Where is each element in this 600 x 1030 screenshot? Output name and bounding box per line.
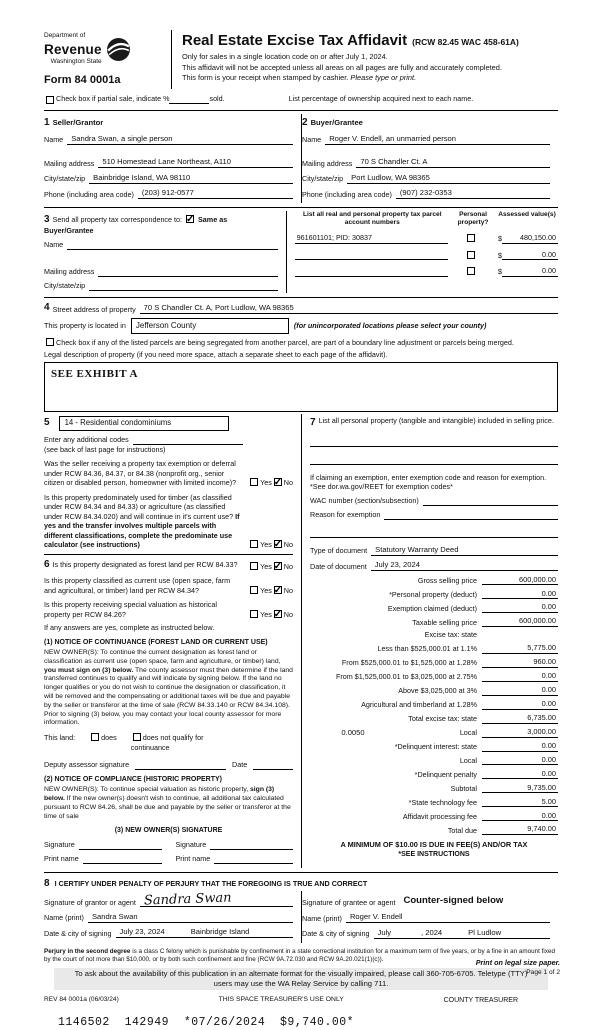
grantee-date-city-input[interactable]: July , 2024 Pl Ludlow bbox=[374, 928, 550, 939]
agency-dept: Department of bbox=[44, 32, 86, 39]
grantor-signature-input[interactable] bbox=[140, 890, 293, 909]
accessibility-notice: To ask about the availability of this publication in an alternate format for the visually impaired, please call 360-705-6705. Teletype (TTY) users may use the WA Relay Service by calling 711. bbox=[54, 968, 548, 990]
personal-property-input[interactable] bbox=[310, 438, 558, 447]
perjury-notice: Perjury in the second degree is a class C felony which is punishable by confinement in a state correctional institution for a maximum term of five years, or by a fine in an amount fixed by the court of not more than $10,000, or by both such confinement and fine (RCW 9A.72.030 and RCW 9A.20.021(1)(c)). bbox=[44, 947, 555, 963]
divider bbox=[44, 872, 558, 873]
section7: 7 List all personal property (tangible and intangible) included in selling price. If claiming an exemption, enter exemption code and reason for exemption. *See dor.wa.gov/REET for exemption codes* WAC number (section/subsection) Reason for exemption bbox=[310, 416, 558, 538]
exhibit-text: SEE EXHIBIT A bbox=[51, 367, 139, 380]
legal-description-label: Legal description of property (if you need more space, attach a separate sheet to each page of the affidavit). bbox=[44, 350, 388, 360]
delinquent-interest-state[interactable]: 0.00 bbox=[482, 741, 558, 752]
tax-row: Less than $525,000.01 at 1.1% 5,775.00 bbox=[377, 643, 556, 654]
parcel-number-input[interactable]: 961601101; PID: 30837 bbox=[295, 233, 448, 244]
tax-row: Agricultural and timberland at 1.28% 0.00 bbox=[361, 698, 556, 710]
section-number: 6 bbox=[44, 558, 50, 570]
tax-row: From $525,000.01 to $1,525,000 at 1.28% 960.00 bbox=[341, 657, 556, 668]
exemption-reason-input[interactable] bbox=[310, 529, 558, 538]
grantee-signature-input[interactable]: Counter-signed below bbox=[403, 895, 504, 907]
additional-codes-input[interactable] bbox=[133, 436, 243, 445]
tax-row: Excise tax: state bbox=[424, 630, 477, 640]
personal-property-checkbox[interactable] bbox=[467, 267, 475, 275]
section-number: 1 bbox=[44, 116, 50, 128]
certify-statement: I CERTIFY UNDER PENALTY OF PERJURY THAT THE FOREGOING IS TRUE AND CORRECT bbox=[54, 878, 368, 888]
agency-name: Revenue bbox=[44, 41, 102, 57]
seller-section: 1 Seller/Grantor Name Sandra Swan, a single person Mailing address 510 Homestead Lane Northeast, A110 City/state/zip Bainbridge Island, WA 98110 Phone (including area code) (203) 912-0577 bbox=[44, 114, 301, 203]
seller-citystatezip-input[interactable]: Bainbridge Island, WA 98110 bbox=[89, 173, 293, 184]
divider bbox=[44, 110, 558, 111]
compliance-text: NEW OWNER(S): To continue special valuation as historic property, sign (3) below. If the new owner(s) doesn't wish to continue, all additional tax calculated pursuant to RCW 84.26, shall be due and payable by the seller or transferor at the time of sale bbox=[44, 786, 291, 820]
parcel-number-input[interactable] bbox=[295, 251, 448, 260]
dor-logo bbox=[44, 32, 163, 67]
total-due[interactable]: 9,740.00 bbox=[482, 824, 558, 835]
tax-computation: Type of document Statutory Warranty Deed Date of document July 23, 2024 Gross selling price 600,000.00 *Personal property (deduct) 0.00 Exemption claimed (deduct) 0.00 Taxable selling price 600,000.00 Excise tax: state Less than $525,000.01 at 1.1% 5,775.00 From $525,000.01 to $1,525,000 at 1.28% 960.00 From $1,525,000.01 to $3,025,000 at 2.75% 0.00 Above $3,025,000 at 3% 0.00 Agricultural and timberland at 1.28% 0.00 Total excise tax: state 6,735.00 0.0050 Local 3,000.00 *Delinquent interest: state 0.00 Local 0.00 *Delinquent penalty 0.00 Subtotal 9,735.00 *State technology fee 5.00 Affidavit processing fee 0.00 Total due 9,740.00 A MINIMUM OF $10.00 IS DUE IN FEE(S) AND/OR TAX *SEE INSTRUCTIONS bbox=[310, 544, 556, 858]
section8 bbox=[44, 877, 558, 890]
divider bbox=[44, 554, 293, 555]
seller-name-input[interactable]: Sandra Swan, a single person bbox=[67, 134, 293, 145]
agency-block bbox=[44, 30, 172, 89]
tax-row: From $1,525,000.01 to $3,025,000 at 2.75% 0.00 bbox=[335, 670, 556, 682]
form-number: Form 84 0001a bbox=[44, 73, 121, 86]
seller-title: Seller/Grantor bbox=[52, 117, 104, 127]
segregated-checkbox[interactable] bbox=[46, 338, 54, 346]
correspondence-name-input[interactable] bbox=[67, 241, 277, 250]
exemption-claimed-deduct[interactable]: 0.00 bbox=[482, 602, 558, 613]
buyer-mailing-input[interactable]: 70 S Chandler Ct. A bbox=[356, 157, 550, 168]
delinquent-penalty[interactable]: 0.00 bbox=[482, 769, 558, 780]
same-as-buyer-checkbox[interactable] bbox=[186, 215, 194, 223]
additional-codes-note: (see back of last page for instructions) bbox=[44, 444, 166, 454]
total-excise-state[interactable]: 6,735.00 bbox=[482, 713, 558, 724]
subtotal[interactable]: 9,735.00 bbox=[482, 783, 558, 794]
tier4-tax[interactable]: 0.00 bbox=[482, 685, 558, 696]
personal-property-checkbox[interactable] bbox=[467, 251, 475, 259]
assessed-value-input[interactable]: 480,150.00 bbox=[502, 233, 558, 244]
land-qualify-row: This land: does does not qualify for continuance bbox=[44, 733, 204, 752]
grantor-date-city-input[interactable]: July 23, 2024 Bainbridge Island bbox=[116, 927, 293, 938]
forest-yes-checkbox[interactable] bbox=[250, 562, 258, 570]
segregated-label: Check box if any of the listed parcels are being segregated from another parcel, are part of a boundary line adjustment or parcels being merged. bbox=[56, 337, 514, 347]
section3: 3 Send all property tax correspondence to: ✓ Same as Buyer/Grantee Name Mailing address City/state/zip List all real and personal property tax parcel account numbers Personal property? Assessed value(s) 961601101; PID: 30837 $ 480,150.00 $ 0.00 $ 0.00 bbox=[44, 211, 558, 293]
tier2-tax[interactable]: 960.00 bbox=[482, 657, 558, 668]
assessed-value-input[interactable]: 0.00 bbox=[502, 250, 558, 261]
q2-yes-checkbox[interactable] bbox=[250, 540, 258, 548]
section-number: 5 bbox=[44, 417, 50, 429]
forest-no-checkbox[interactable] bbox=[274, 562, 282, 570]
header-note-2: This affidavit will not be accepted unless all areas on all pages are fully and accurately completed. bbox=[182, 62, 502, 72]
q1-yes-checkbox[interactable] bbox=[250, 478, 258, 486]
section-number: 8 bbox=[44, 877, 50, 889]
form-title: Real Estate Excise Tax Affidavit bbox=[182, 32, 408, 49]
parcel-row: $ 0.00 bbox=[295, 250, 558, 261]
grantee-signature-block: Signature of grantee or agent Counter-signed below Name (print) Roger V. Endell Date & city of signing July , 2024 Pl Ludlow bbox=[301, 891, 558, 943]
parcel-row: 961601101; PID: 30837 $ 480,150.00 bbox=[296, 233, 556, 244]
parcel-table-header: List all real and personal property tax parcel account numbers Personal property? Assessed value(s) bbox=[303, 211, 556, 227]
buyer-section: 2 Buyer/Grantee Name Roger V. Endell, an unmarried person Mailing address 70 S Chandler Ct. A City/state/zip Port Ludlow, WA 98365 Phone (including area code) (907) 232-0353 bbox=[301, 114, 558, 203]
tax-row: *Delinquent interest: state 0.00 bbox=[394, 740, 556, 751]
new-owner-signature-title: (3) NEW OWNER(S) SIGNATURE bbox=[114, 827, 223, 835]
parcel-number-input[interactable] bbox=[295, 268, 448, 277]
new-owner-signature-input-2[interactable] bbox=[210, 841, 293, 850]
exemption-note: If claiming an exemption, enter exemption code and reason for exemption. *See dor.wa.gov/REET for exemption codes* bbox=[310, 472, 547, 492]
buyer-title: Buyer/Grantee bbox=[310, 117, 363, 127]
county-treasurer-label: COUNTY TREASURER bbox=[443, 996, 518, 1004]
q2-no-checkbox[interactable] bbox=[274, 540, 282, 548]
currentuse-no-checkbox[interactable] bbox=[274, 586, 282, 594]
wac-number-input[interactable] bbox=[423, 497, 558, 506]
affidavit-processing-fee[interactable]: 0.00 bbox=[482, 811, 558, 822]
does-checkbox[interactable] bbox=[91, 733, 99, 741]
historic-no-checkbox[interactable] bbox=[274, 610, 282, 618]
timber-question: Is this property predominately used for timber (as classified under RCW 84.34 and 84.33) or agriculture (as classified under RCW 84.34.020) and will continue in it's current use? If yes and the transfer involves multiple parcels with different classifications, complete the predominate use calculator (see instructions) Yes ✓ No bbox=[44, 493, 293, 550]
parcel-row: $ 0.00 bbox=[295, 266, 558, 277]
legal-size-note: Print on legal size paper. bbox=[475, 957, 560, 967]
header-note-3: This form is your receipt when stamped by cashier. Please type or print. bbox=[182, 73, 417, 83]
does-not-checkbox[interactable] bbox=[133, 733, 141, 741]
seller-mailing-input[interactable]: 510 Homestead Lane Northeast, A110 bbox=[98, 157, 293, 168]
tax-row: Gross selling price 600,000.00 bbox=[417, 574, 556, 585]
deputy-date-input[interactable] bbox=[253, 761, 293, 770]
agency-state: Washington State bbox=[50, 58, 102, 66]
new-owner-signature-input-1[interactable] bbox=[79, 841, 162, 850]
section-number: 3 bbox=[44, 214, 50, 226]
assessed-value-input[interactable]: 0.00 bbox=[502, 266, 558, 277]
gross-selling-price[interactable]: 600,000.00 bbox=[482, 575, 558, 586]
personal-property-checkbox[interactable] bbox=[467, 234, 475, 242]
tax-row: Subtotal 9,735.00 bbox=[450, 782, 556, 793]
personal-property-deduct[interactable]: 0.00 bbox=[482, 589, 558, 600]
new-owner-printname-input-1[interactable] bbox=[83, 855, 162, 864]
parcel-table bbox=[286, 211, 558, 293]
state-technology-fee[interactable]: 5.00 bbox=[482, 797, 558, 808]
grantor-signature-block: Signature of grantor or agent Sandra Swan Name (print) Sandra Swan Date & city of signing July 23, 2024 Bainbridge Island bbox=[44, 891, 301, 943]
grantor-signature-script: Sandra Swan bbox=[143, 890, 232, 909]
property-street-input[interactable]: 70 S Chandler Ct. A, Port Ludlow, WA 98365 bbox=[140, 303, 558, 314]
section-number: 4 bbox=[44, 301, 50, 313]
tax-row: Local 0.00 bbox=[459, 754, 556, 765]
partial-percent-input[interactable] bbox=[169, 96, 209, 104]
grantee-printname-input[interactable]: Roger V. Endell bbox=[346, 912, 550, 923]
exemption-reason-input[interactable] bbox=[384, 511, 558, 520]
tax-row: Total due 9,740.00 bbox=[447, 824, 556, 835]
document-type-input[interactable]: Statutory Warranty Deed bbox=[371, 545, 558, 556]
tax-row: Taxable selling price 600,000.00 bbox=[412, 616, 556, 627]
seller-phone-input[interactable]: (203) 912-0577 bbox=[138, 188, 293, 199]
tax-row: Above $3,025,000 at 3% 0.00 bbox=[398, 684, 556, 696]
divider bbox=[44, 297, 558, 298]
continuance-text: NEW OWNER(S): To continue the current designation as forest land or classification as current use (open space, farm and agriculture, or timber) land, you must sign on (3) below. The county assessor must then determine if the land transferred continues to qualify and will indicate by signing below. If the land no longer qualifies or you do not wish to continue the designation or classification, it will be removed and the compensating or additional taxes will be due and payable by the seller or transferor at the time of sale (RCW 84.33.140 or RCW 84.34.108). Prior to signing (3) below, you may contact your local county assessor for more information. bbox=[44, 648, 293, 727]
buyer-name-input[interactable]: Roger V. Endell, an unmarried person bbox=[325, 134, 550, 145]
tax-row: *Personal property (deduct) 0.00 bbox=[389, 588, 556, 599]
taxable-selling-price[interactable]: 600,000.00 bbox=[482, 616, 558, 627]
section4: 4 Street address of property 70 S Chandler Ct. A, Port Ludlow, WA 98365 This property is located in Jefferson County (for unincorporated locations please select your county) Check box if any of the listed parcels are being segregated from another parcel, are part of a boundary line adjustment or parcels being merged. Legal description of property (if you need more space, attach a separate sheet to each page of the affidavit). SEE EXHIBIT A bbox=[44, 301, 558, 412]
historic-yes-checkbox[interactable] bbox=[250, 610, 258, 618]
section6-note: If any answers are yes, complete as instructed below. bbox=[44, 623, 215, 633]
treasurer-space-label: THIS SPACE TREASURER'S USE ONLY bbox=[218, 995, 344, 1003]
tier3-tax[interactable]: 0.00 bbox=[482, 671, 558, 682]
exemption-question: Was the seller receiving a property tax exemption or deferral under RCW 84.36, 84.37, or 84.38 (nonprofit org., senior citizen or disabled person, homeowner with limited income)? Yes ✓ No bbox=[44, 459, 293, 488]
tax-row: Affidavit processing fee 0.00 bbox=[402, 810, 556, 821]
section-number: 7 bbox=[310, 416, 316, 428]
treasurer-stamp: 1146502 142949 *07/26/2024 $9,740.00* bbox=[58, 1015, 355, 1029]
minimum-due-note: A MINIMUM OF $10.00 IS DUE IN FEE(S) AND/OR TAX bbox=[340, 840, 528, 850]
new-owner-printname-input-2[interactable] bbox=[214, 855, 293, 864]
correspondence-mailing-input[interactable] bbox=[98, 268, 277, 277]
county-note: (for unincorporated locations please select your county) bbox=[293, 321, 487, 331]
partial-sale-checkbox[interactable] bbox=[46, 96, 54, 104]
dor-logo-icon bbox=[106, 37, 131, 62]
tax-row: *State technology fee 5.00 bbox=[408, 796, 556, 807]
local-rate: 0.0050 bbox=[341, 727, 365, 737]
header-note-1: Only for sales in a single location code on or after July 1, 2024. bbox=[182, 51, 388, 61]
same-as-buyer-label: Same as Buyer/Grantee bbox=[44, 215, 228, 236]
buyer-phone-input[interactable]: (907) 232-0353 bbox=[396, 188, 550, 199]
currentuse-yes-checkbox[interactable] bbox=[250, 586, 258, 594]
ownership-note: List percentage of ownership acquired next to each name. bbox=[288, 94, 474, 104]
agricultural-tax[interactable]: 0.00 bbox=[482, 699, 558, 710]
correspondence-citystatezip-input[interactable] bbox=[89, 282, 277, 291]
sold-label: sold. bbox=[209, 94, 225, 104]
document-date-input[interactable]: July 23, 2024 bbox=[371, 560, 558, 571]
compliance-title: (2) NOTICE OF COMPLIANCE (HISTORIC PROPERTY) bbox=[44, 775, 222, 783]
section6: 6 Is this property designated as forest land per RCW 84.33? Yes ✓ No Is this property classified as current use (open space, farm and agricultural, or timber) land per RCW 84.34? Yes ✓ No Is this property receiving special valuation as historical property per RCW 84.26? Yes ✓ No If any answers are yes, complete as instructed below. (1) NOTICE OF CONTINUANCE (FOREST LAND OR CURRENT USE) NEW OWNER(S): To continue the current designation as forest land or classification as current use (open space, farm and agriculture, or timber) land, you must sign on (3) below. The county assessor must then determine if the land transferred continues to qualify and will indicate by signing below. If the land no longer qualifies or you do not wish to continue the designation or classification, it will be removed and the compensating or additional taxes will be due and payable by the seller or transferor at the time of sale (RCW 84.33.140 or RCW 84.34.108). Prior to signing (3) below, you may contact your local county assessor for more information. This land: does does not qualify for continuance Deputy assessor signature Date (2) NOTICE OF COMPLIANCE (HISTORIC PROPERTY) NEW OWNER(S): To continue special valuation as historic property, sign (3) below. If the new owner(s) doesn't wish to continue, all additional tax calculated pursuant to RCW 84.26, shall be due and payable by the seller or transferor at the time of sale (3) NEW OWNER(S) SIGNATURE Signature Signature Print name Print name bbox=[44, 558, 293, 864]
personal-property-input[interactable] bbox=[310, 456, 558, 465]
partial-sale-row bbox=[44, 94, 558, 106]
section-number: 2 bbox=[302, 116, 308, 128]
page-number: Page 1 of 2 bbox=[526, 969, 560, 977]
local-tax[interactable]: 3,000.00 bbox=[482, 727, 558, 738]
form-rcw: (RCW 82.45 WAC 458-61A) bbox=[412, 37, 519, 47]
delinquent-interest-local[interactable]: 0.00 bbox=[482, 755, 558, 766]
q1-no-checkbox[interactable] bbox=[274, 478, 282, 486]
grantor-printname-input[interactable]: Sandra Swan bbox=[88, 912, 293, 923]
rev-number: REV 84 0001a (06/03/24) bbox=[44, 995, 119, 1003]
see-instructions-note: *SEE INSTRUCTIONS bbox=[398, 850, 470, 858]
tax-row: Total excise tax: state 6,735.00 bbox=[408, 712, 556, 724]
middle-columns bbox=[44, 414, 558, 868]
land-use-code-select[interactable]: 14 - Residential condominiums bbox=[59, 416, 229, 431]
county-select[interactable]: Jefferson County bbox=[131, 318, 289, 334]
section5: 5 14 - Residential condominiums Enter any additional codes (see back of last page for instructions) Was the seller receiving a property tax exemption or deferral under RCW 84.36, 84.37, or 84.38 (nonprofit org., senior citizen or disabled person, homeowner with limited income)? Yes ✓ No Is this property predominately used for timber (as classified under RCW 84.34 and 84.33) or agriculture (as classified under RCW 84.34.020) and will continue in it's current use? If yes and the transfer involves multiple parcels with different classifications, complete the predominate use calculator (see instructions) Yes ✓ No bbox=[44, 416, 293, 550]
form-header bbox=[44, 30, 558, 89]
tier1-tax[interactable]: 5,775.00 bbox=[482, 643, 558, 654]
deputy-assessor-signature-input[interactable] bbox=[135, 761, 226, 770]
tax-row: *Delinquent penalty 0.00 bbox=[414, 768, 556, 779]
divider bbox=[44, 207, 558, 208]
buyer-citystatezip-input[interactable]: Port Ludlow, WA 98365 bbox=[347, 173, 550, 184]
tax-row: Exemption claimed (deduct) 0.00 bbox=[387, 602, 556, 613]
partial-sale-label: Check box if partial sale, indicate % bbox=[56, 94, 170, 104]
continuance-title: (1) NOTICE OF CONTINUANCE (FOREST LAND OR CURRENT USE) bbox=[44, 638, 268, 646]
parties-section bbox=[44, 114, 558, 203]
tax-row: 0.0050 Local 3,000.00 bbox=[310, 727, 558, 738]
legal-description-area[interactable] bbox=[44, 362, 558, 412]
